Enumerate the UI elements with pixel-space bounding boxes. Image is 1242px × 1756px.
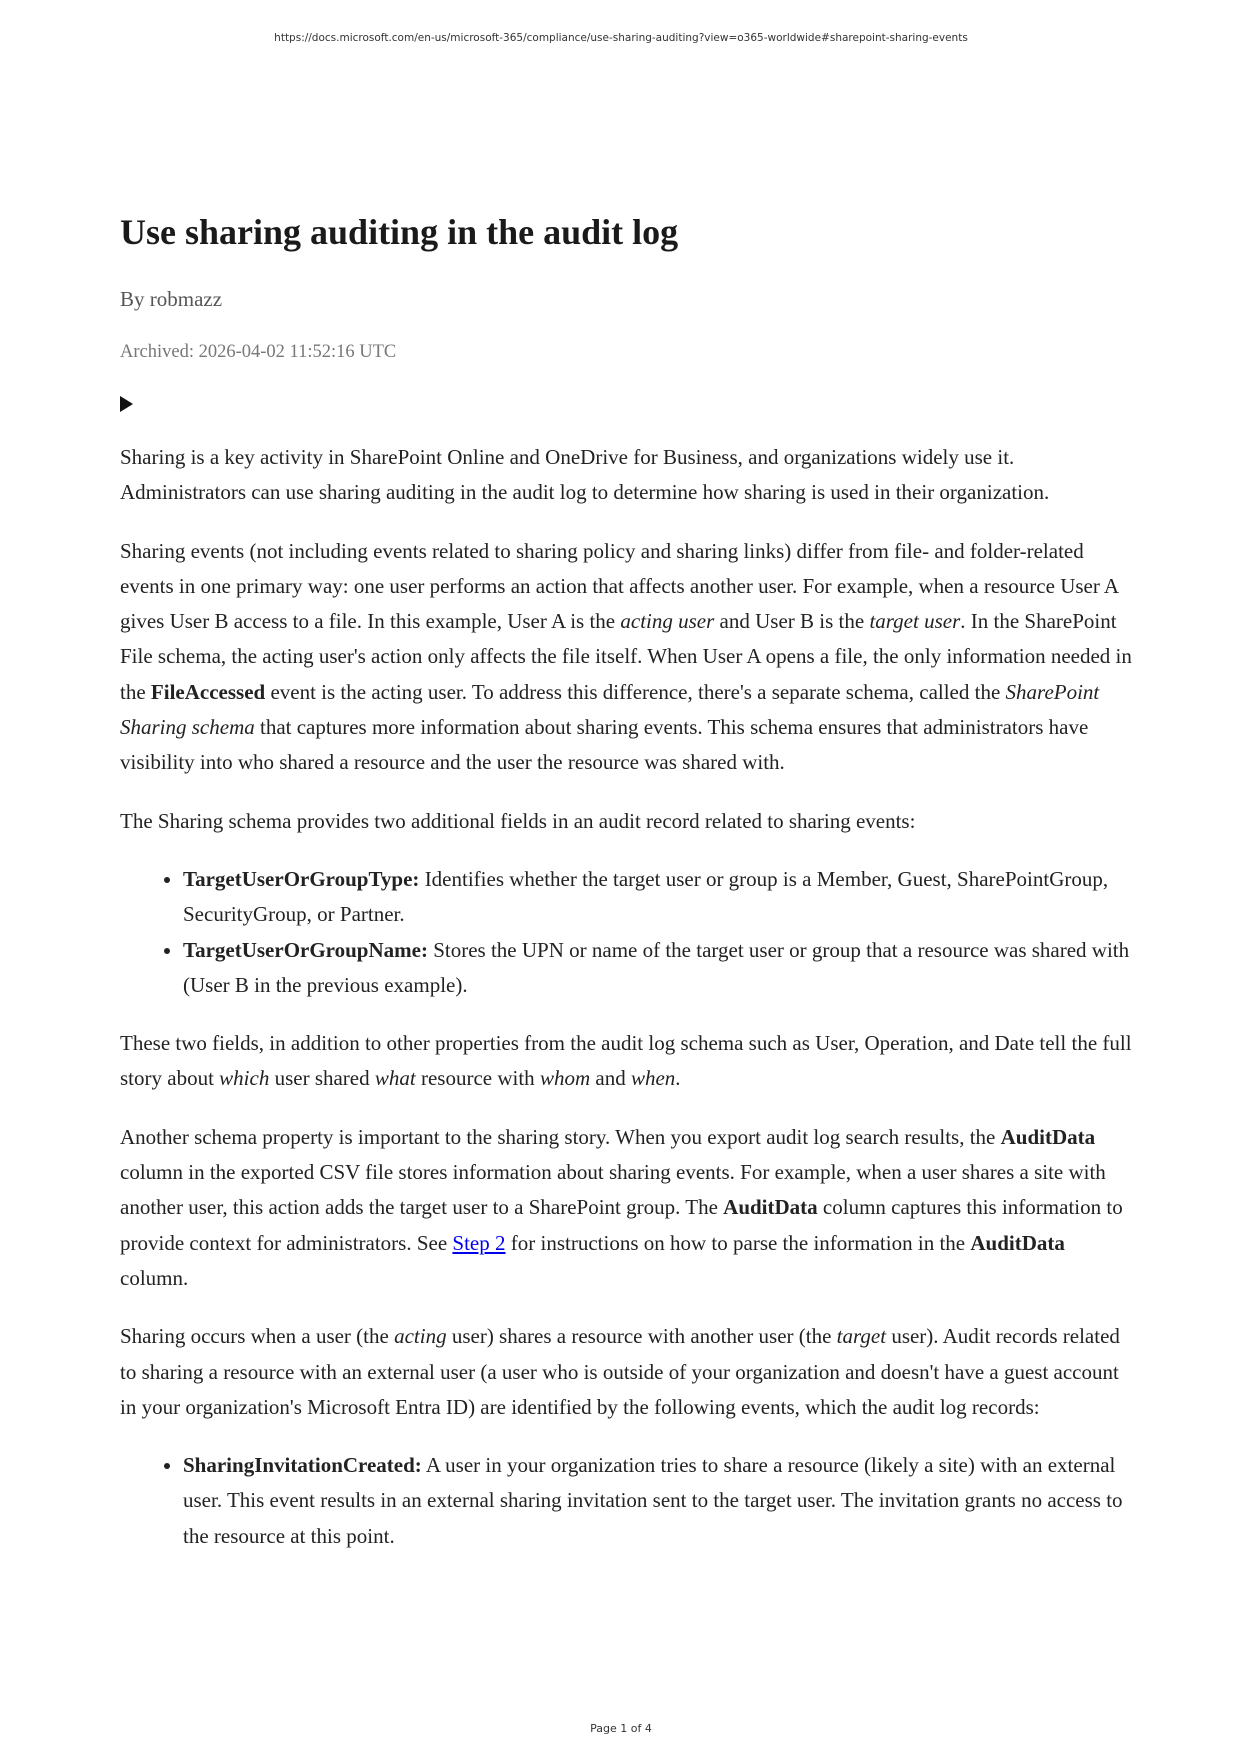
emphasis: when [630,1066,676,1091]
strong: AuditData [723,1195,818,1220]
text: . [675,1066,681,1091]
text: Another schema property is important to the sharing story. When you export audit log search results, the [120,1124,1001,1149]
text: user shared [269,1066,375,1091]
archived-timestamp: Archived: 2026-04-02 11:52:16 UTC [120,342,397,362]
strong: AuditData [1000,1124,1096,1149]
text: Stores the UPN or name of the target user or group that a resource was shared with (User B in the previous example). [183,937,1130,997]
paragraph-full-story [120,1026,1135,1097]
text: Sharing occurs when a user (the [120,1324,395,1349]
text: A user in your organization tries to share a resource (likely a site) with an external user. This event results in an external sharing invitation sent to the target user. The invitation grants no access to the resource at this point. [183,1453,1123,1548]
strong: FileAccessed [150,679,266,704]
emphasis: whom [539,1066,591,1091]
text: Sharing events (not including events related to sharing policy and sharing links) differ from file- and folder-related events in one primary way: one user performs an action that affects another user. For example, when a resource User A gives User B access to a file. In this example, User A is the [120,538,1118,634]
text: column. [120,1265,189,1290]
text: that captures more information about sharing events. This schema ensures that administrators have visibility into who shared a resource and the user the resource was shared with. [120,715,1089,775]
text: event is the acting user. To address this difference, there's a separate schema, called the [265,679,1006,704]
paragraph-intro: Sharing is a key activity in SharePoint Online and OneDrive for Business, and organizations widely use it. Administrators can use sharing auditing in the audit log to determine how sharing is used in their organization. [120,445,1050,505]
emphasis: acting [394,1324,447,1349]
list-item [183,933,1135,1004]
term: TargetUserOrGroupName: [183,937,428,962]
text: user) shares a resource with another user (the [446,1324,837,1349]
page-number: Page 1 of 4 [590,1722,652,1735]
emphasis: SharePoint Sharing schema [120,679,1100,740]
text: column in the exported CSV file stores information about sharing events. For example, when a user shares a site with another user, this action adds the target user to a SharePoint group. The [120,1160,1106,1220]
emphasis: acting user [620,609,715,634]
term: TargetUserOrGroupType: [183,866,420,891]
byline: By robmazz [120,287,223,311]
list-item [183,1448,1135,1554]
list-item [183,862,1135,933]
emphasis: target user [869,609,961,634]
text: user). Audit records related to sharing a resource with an external user (a user who is outside of your organization and doesn't have a guest account in your organization's Microsoft Entra ID) are identified by the following events, which the audit log records: [120,1324,1120,1419]
text: and User B is the [714,609,870,634]
paragraph-sharing-occurs [120,1319,1135,1425]
term: SharingInvitationCreated: [183,1453,422,1478]
text: Identifies whether the target user or group is a Member, Guest, SharePointGroup, SecurityGroup, or Partner. [183,866,1109,927]
step-2-link[interactable]: Step 2 [452,1230,506,1255]
text: resource with [415,1066,540,1091]
text: . In the SharePoint File schema, the acting user's action only affects the file itself. When User A opens a file, the only information needed in the [120,609,1132,704]
event-list [120,1448,1135,1554]
paragraph-schema-fields: The Sharing schema provides two additional fields in an audit record related to sharing events: [120,808,916,833]
paragraph-sharing-events [120,534,1135,781]
disclosure-triangle-icon[interactable] [120,396,133,412]
emphasis: target [836,1324,887,1349]
strong: AuditData [970,1230,1065,1255]
page-title: Use sharing auditing in the audit log [120,212,679,252]
article [120,210,1135,1577]
field-list [120,862,1135,1003]
text: and [590,1066,631,1091]
paragraph-auditdata [120,1120,1135,1296]
text: These two fields, in addition to other properties from the audit log schema such as User, Operation, and Date tell the full story about [120,1031,1132,1091]
page-url: https://docs.microsoft.com/en-us/microsoft-365/compliance/use-sharing-auditing?view=o365-worldwide#sharepoint-sharing-events [274,32,968,44]
emphasis: what [374,1066,416,1091]
text: column captures this information to provide context for administrators. See [120,1195,1123,1255]
text: for instructions on how to parse the information in the [505,1230,971,1255]
emphasis: which [219,1066,270,1091]
